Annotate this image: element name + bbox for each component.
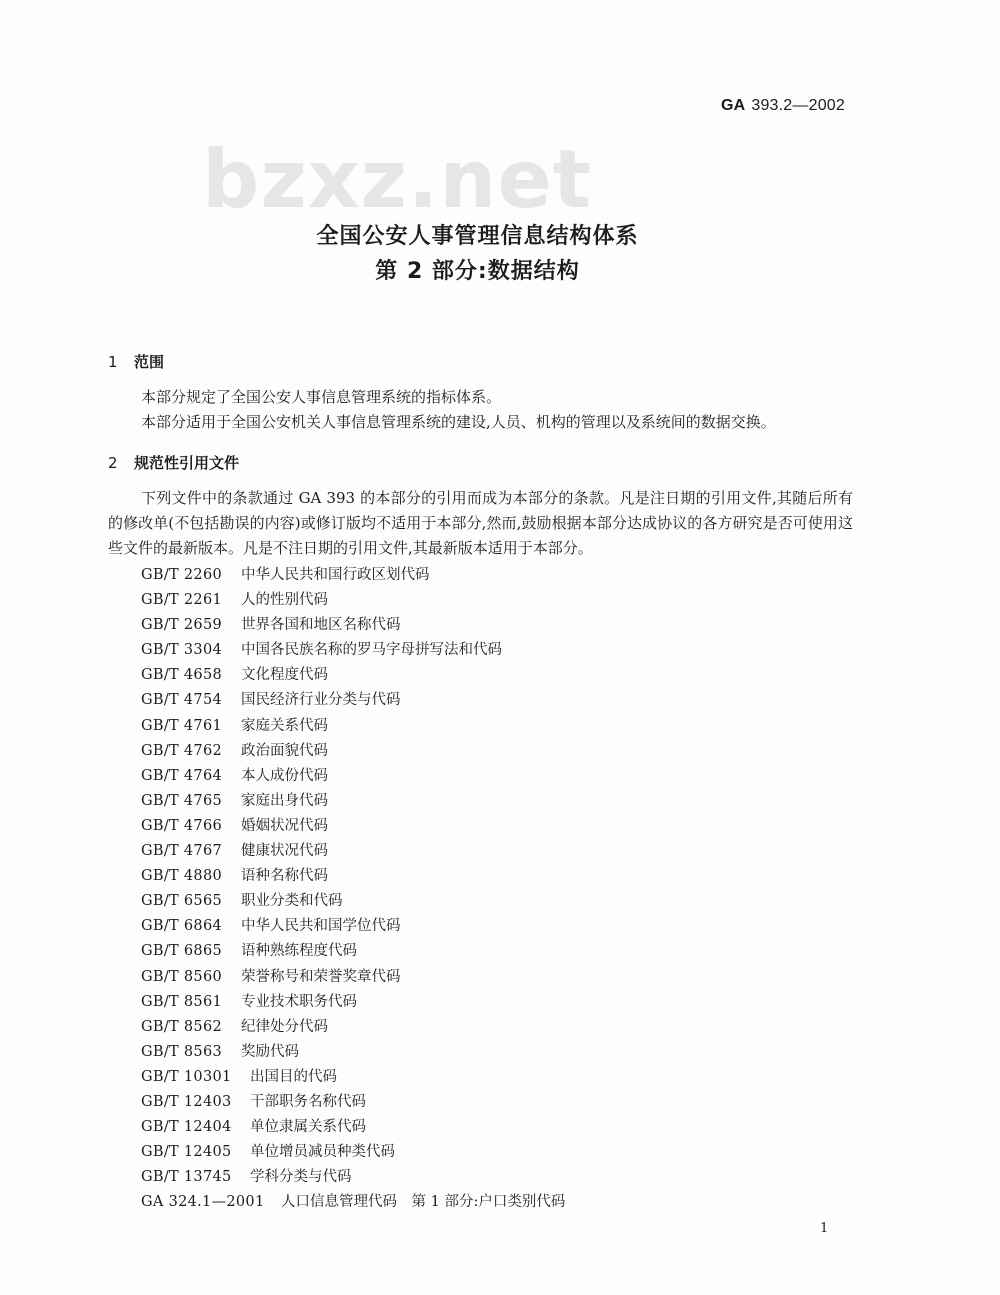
reference-item [141,638,565,663]
reference-title: 家庭出身代码 [241,792,328,809]
reference-code: GB/T 13745 [141,1169,232,1186]
standard-number: 393.2—2002 [751,97,845,114]
reference-title: 单位增员减员种类代码 [250,1144,395,1161]
reference-title: 学科分类与代码 [250,1169,352,1186]
reference-code: GB/T 4767 [141,843,223,860]
reference-title: 中华人民共和国行政区划代码 [241,567,430,583]
section-2-heading [108,452,239,473]
section-1-paragraph-2: 本部分适用于全国公安机关人事信息管理系统的建设,人员、机构的管理以及系统间的数据交换。 [141,413,776,431]
reference-title: 婚姻状况代码 [241,817,328,834]
reference-item [141,814,565,839]
reference-title: 健康状况代码 [241,843,328,860]
reference-item [141,1165,565,1190]
reference-code: GB/T 8563 [141,1043,223,1060]
reference-code: GB/T 4880 [141,868,223,885]
reference-title: 干部职务名称代码 [250,1093,366,1110]
reference-item [141,990,565,1015]
reference-title: 单位隶属关系代码 [250,1119,366,1136]
reference-title: 荣誉称号和荣誉奖章代码 [241,968,401,985]
reference-list [141,563,565,1215]
section-2-number: 2 [108,454,118,472]
reference-code: GB/T 4764 [141,767,223,784]
document-title: 全国公安人事管理信息结构体系 [316,224,639,249]
reference-title: 人的性别代码 [241,592,328,609]
reference-item [141,839,565,864]
reference-title: 政治面貌代码 [241,742,328,759]
reference-item [141,1115,565,1140]
reference-title: 中华人民共和国学位代码 [241,918,401,935]
reference-item [141,789,565,814]
reference-item [141,563,565,588]
reference-title: 语种名称代码 [241,868,328,885]
reference-code: GB/T 4761 [141,717,223,734]
reference-title: 文化程度代码 [241,667,328,684]
reference-item [141,1090,565,1115]
reference-item [141,588,565,613]
page-number: 1 [820,1221,829,1236]
reference-code: GB/T 8561 [141,993,223,1010]
reference-item [141,714,565,739]
reference-item [141,889,565,914]
reference-title: 人口信息管理代码 第 1 部分:户口类别代码 [281,1194,566,1211]
standard-code [640,97,845,115]
reference-item [141,1015,565,1040]
watermark: bzxz.net [202,133,592,226]
reference-item [141,688,565,713]
reference-item [141,864,565,889]
reference-item [141,1190,565,1215]
reference-code: GB/T 2659 [141,617,223,634]
reference-code: GB/T 12405 [141,1144,232,1161]
reference-code: GB/T 12403 [141,1093,232,1110]
reference-title: 中国各民族名称的罗马字母拼写法和代码 [241,642,502,659]
reference-code: GB/T 4658 [141,667,223,684]
reference-title: 纪律处分代码 [241,1018,328,1035]
reference-code: GB/T 8560 [141,968,223,985]
reference-code: GB/T 2260 [141,567,223,583]
reference-item [141,1065,565,1090]
reference-item [141,1040,565,1065]
reference-item [141,663,565,688]
reference-item [141,739,565,764]
reference-title: 奖励代码 [241,1043,299,1060]
reference-title: 出国目的代码 [250,1068,337,1085]
reference-code: GB/T 3304 [141,642,223,659]
reference-code: GB/T 8562 [141,1018,223,1035]
section-1-number: 1 [108,353,118,371]
reference-title: 语种熟练程度代码 [241,943,357,960]
reference-code: GB/T 4762 [141,742,223,759]
section-1-paragraph-1: 本部分规定了全国公安人事信息管理系统的指标体系。 [141,388,502,406]
reference-title: 国民经济行业分类与代码 [241,692,401,709]
reference-title: 专业技术职务代码 [241,993,357,1010]
standard-prefix: GA [720,97,746,114]
reference-item [141,939,565,964]
reference-code: GB/T 4765 [141,792,223,809]
reference-code: GB/T 6864 [141,918,223,935]
reference-item [141,1140,565,1165]
section-2-intro: 下列文件中的条款通过 GA 393 的本部分的引用而成为本部分的条款。凡是注日期的引用文件,其随后所有的修改单(不包括勘误的内容)或修订版均不适用于本部分,然而,鼓励根据本部分达成协议的各方研究是否可使用这些文件的最新版本。凡是不注日期的引用文件,其最新版本适用于本部分。 [108,489,853,557]
reference-item [141,764,565,789]
reference-title: 职业分类和代码 [241,893,343,910]
reference-code: GB/T 6865 [141,943,223,960]
reference-code: GB/T 10301 [141,1068,232,1085]
reference-item [141,965,565,990]
section-2-title: 规范性引用文件 [134,454,240,472]
reference-code: GB/T 6565 [141,893,223,910]
section-1-heading [108,351,164,372]
reference-code: GB/T 4766 [141,817,223,834]
document-subtitle: 第 2 部分:数据结构 [375,259,580,284]
reference-item [141,914,565,939]
reference-code: GB/T 4754 [141,692,223,709]
reference-title: 世界各国和地区名称代码 [241,617,401,634]
reference-code: GB/T 12404 [141,1119,232,1136]
reference-code: GA 324.1—2001 [141,1194,265,1211]
section-1-title: 范围 [134,353,165,371]
reference-title: 本人成份代码 [241,767,328,784]
reference-item [141,613,565,638]
reference-title: 家庭关系代码 [241,717,328,734]
reference-code: GB/T 2261 [141,592,223,609]
